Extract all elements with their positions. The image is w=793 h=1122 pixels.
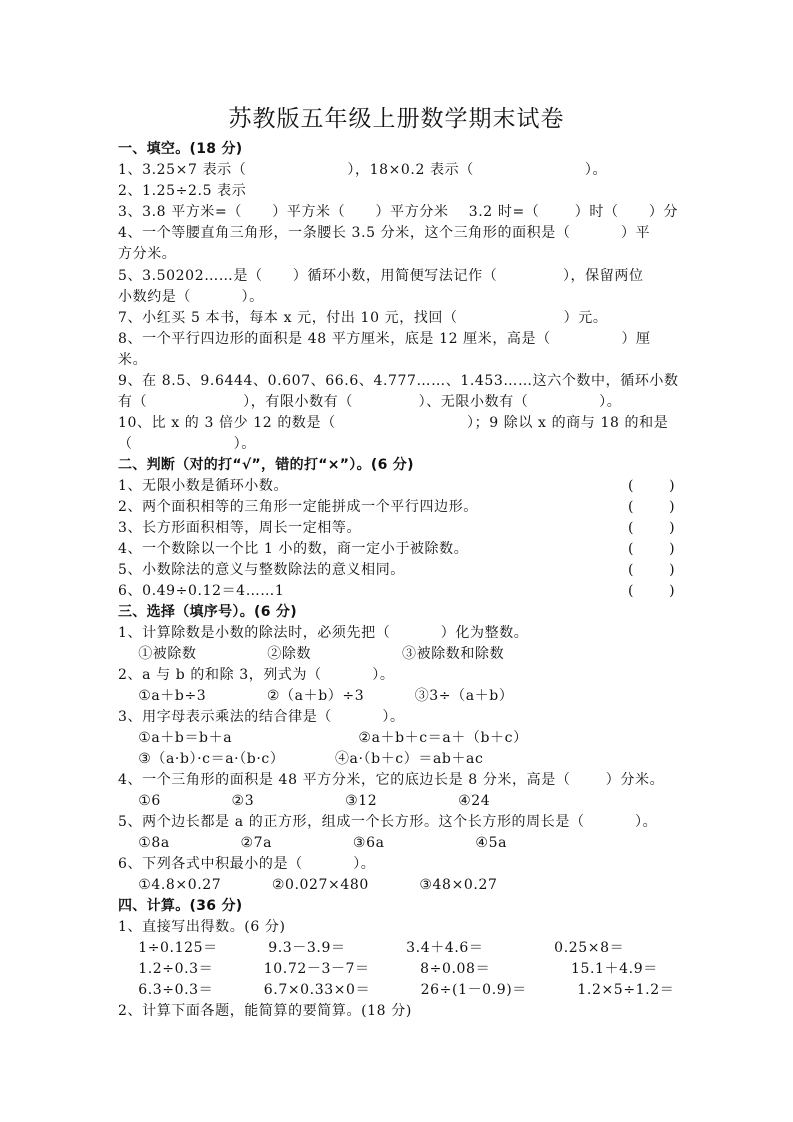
judge-answer-blank: ( )	[628, 541, 675, 557]
question-line: 5、3.50202……是（ ）循环小数，用简便写法记作（ ），保留两位	[118, 268, 644, 284]
judge-answer-blank: ( )	[628, 499, 675, 515]
question-line: 7、小红买 5 本书，每本 x 元，付出 10 元，找回（ ）元。	[118, 310, 608, 326]
judge-item: 2、两个面积相等的三角形一定能拼成一个平行四边形。	[118, 499, 478, 515]
question-line: 3、3.8 平方米=（ ）平方米（ ）平方分米 3.2 时=（ ）时（ ）分	[118, 204, 679, 220]
question-line: 1、3.25×7 表示（ ），18×0.2 表示（ ）。	[118, 162, 608, 178]
choice-options: ③（a·b）·c＝a·（b·c） ④a·（b＋c）＝ab＋ac	[118, 751, 484, 767]
question-line: 9、在 8.5、9.6444、0.607、66.6、4.777……、1.453……这六个数中，循环小数	[118, 373, 679, 389]
choice-options: ①a＋b＝b＋a ②a＋b＋c＝a＋（b＋c）	[118, 730, 528, 746]
question-line: 2、1.25÷2.5 表示	[118, 183, 247, 199]
page-title: 苏教版五年级上册数学期末试卷	[228, 106, 565, 132]
choice-question: 2、a 与 b 的和除 3，列式为（ ）。	[118, 667, 395, 683]
calc-row: 1.2÷0.3＝ 10.72－3－7＝ 8÷0.08＝ 15.1＋4.9＝	[118, 961, 658, 977]
judge-answer-blank: ( )	[628, 583, 675, 599]
choice-options: ①4.8×0.27 ②0.027×480 ③48×0.27	[118, 877, 498, 893]
choice-question: 1、计算除数是小数的除法时，必须先把（ ）化为整数。	[118, 625, 529, 641]
judge-item: 3、长方形面积相等，周长一定相等。	[118, 520, 362, 536]
question-line: 小数约是（ ）。	[118, 289, 264, 305]
choice-question: 6、下列各式中积最小的是（ ）。	[118, 856, 376, 872]
calc-row: 6.3÷0.3＝ 6.7×0.33×0＝ 26÷(1－0.9)＝ 1.2×5÷1.2＝	[118, 982, 675, 998]
calc-subheading: 2、计算下面各题，能简算的要简算。(18 分)	[118, 1003, 412, 1019]
choice-options: ①被除数 ②除数 ③被除数和除数	[118, 646, 505, 662]
question-line: （ ）。	[118, 436, 256, 452]
section-2-heading: 二、判断（对的打“√”，错的打“×”）。(6 分)	[118, 457, 414, 473]
judge-item: 5、小数除法的意义与整数除法的意义相同。	[118, 562, 405, 578]
choice-question: 3、用字母表示乘法的结合律是（ ）。	[118, 709, 405, 725]
judge-item: 4、一个数除以一个比 1 小的数，商一定小于被除数。	[118, 541, 469, 557]
choice-options: ①8a ②7a ③6a ④5a	[118, 835, 508, 851]
question-line: 10、比 x 的 3 倍少 12 的数是（ ）；9 除以 x 的商与 18 的和是	[118, 415, 669, 431]
question-line: 8、一个平行四边形的面积是 48 平方厘米，底是 12 厘米，高是（ ）厘	[118, 331, 651, 347]
calc-row: 1÷0.125＝ 9.3－3.9＝ 3.4＋4.6＝ 0.25×8＝	[118, 940, 625, 956]
section-1-heading: 一、填空。(18 分)	[118, 141, 243, 157]
question-line: 有（ ），有限小数有（ ）、无限小数有（ ）。	[118, 394, 622, 410]
question-line: 米。	[118, 352, 148, 368]
calc-subheading: 1、直接写出得数。(6 分)	[118, 919, 286, 935]
section-3-heading: 三、选择（填序号）。(6 分)	[118, 604, 297, 620]
judge-answer-blank: ( )	[628, 520, 675, 536]
choice-options: ①a＋b÷3 ②（a＋b）÷3 ③3÷（a＋b）	[118, 688, 514, 704]
choice-options: ①6 ②3 ③12 ④24	[118, 793, 491, 809]
section-4-heading: 四、计算。(36 分)	[118, 898, 243, 914]
judge-answer-blank: ( )	[628, 562, 675, 578]
judge-item: 1、无限小数是循环小数。	[118, 478, 289, 494]
choice-question: 4、一个三角形的面积是 48 平方分米，它的底边长是 8 分米，高是（ ）分米。	[118, 772, 665, 788]
question-line: 4、一个等腰直角三角形，一条腰长 3.5 分米，这个三角形的面积是（ ）平	[118, 225, 651, 241]
question-line: 方分米。	[118, 246, 177, 262]
judge-answer-blank: ( )	[628, 478, 675, 494]
choice-question: 5、两个边长都是 a 的正方形，组成一个长方形。这个长方形的周长是（ ）。	[118, 814, 658, 830]
judge-item: 6、0.49÷0.12＝4……1	[118, 583, 285, 599]
